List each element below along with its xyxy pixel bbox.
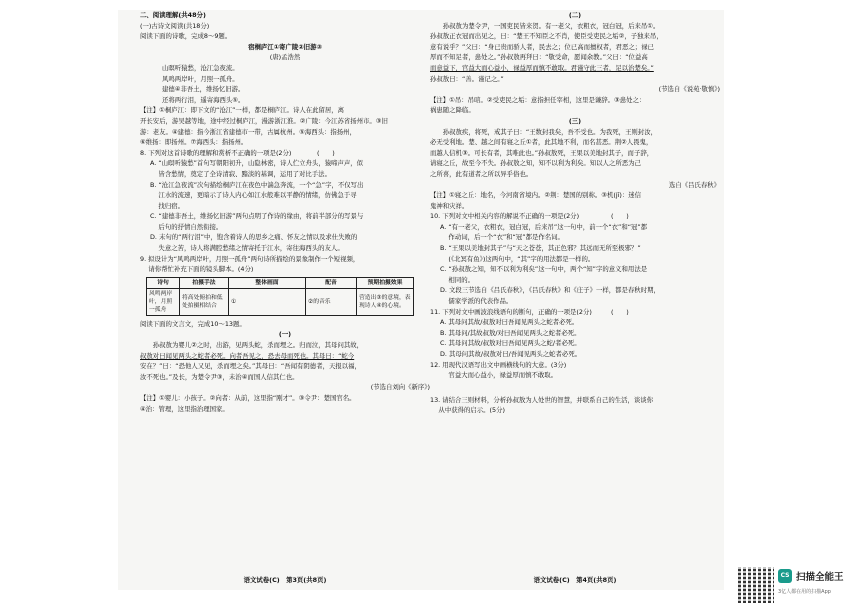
passage-line: 而意益下，官益大而心益小，禄益厚而慎不敢取。君谨守此三者，足以治楚矣。” (430, 63, 654, 72)
poem-note: ⑥维扬：即扬州。⑦海西头：指扬州。 (140, 138, 248, 147)
passage-line: 而越人信机③。可长有者，其唯此也。”孙叔敖死，王果以美地封其子，而子辞， (430, 148, 654, 157)
table-cell-blank: ②的音乐 (306, 288, 357, 315)
table-cell-blank: 营造出③的意境，表现诗人④的心境。 (357, 288, 414, 315)
watermark-app-name: 扫描全能王 (796, 572, 844, 583)
q10-option: C. “孙叔敖之知，知不以利为利矣”这一句中，两个“知”字的意义和用法是 (440, 265, 648, 274)
subsection-title: (一)古诗文阅读(共18分) (140, 21, 210, 30)
qr-code-pattern (738, 567, 774, 603)
passage-line: 之所喜，此有道者之所以异乎俗也。 (430, 169, 533, 178)
q10-option: B. “王果以美地封其子”与“天之苍苍，其正色邪？其远而无所至极邪？” (440, 244, 641, 253)
answer-space (430, 381, 720, 395)
shot-script-table (146, 277, 414, 316)
poem-note: 游：老友。④建德：指今浙江省建德市一带，古属杭州。⑤海西头：指扬州， (140, 127, 356, 136)
page-3 (140, 10, 430, 590)
passage-line: 安在？”曰：“恐他人又见，杀而埋之矣。”其母曰：“吾闻有阴德者，天报以福， (140, 362, 361, 371)
question-9: 请你帮忙补充下面的镜头脚本。(4分) (140, 265, 254, 274)
instruction: 阅读下面的文言文，完成10～13题。 (140, 319, 246, 328)
poem-note: 【注】①桐庐江：即下文的“沧江”一样，都是桐庐江。诗人在此留居，离 (140, 106, 345, 115)
question-10: 10. 下列对文中相关内容的解说不正确的一项是(2分) ( ) (430, 212, 629, 221)
instruction: 阅读下面的诗歌，完成8～9题。 (140, 32, 232, 41)
passage-line: 厚而不知足者，患处之。”孙叔敖再拜曰：“敬受命，愿闻余教。”父曰：“位益高 (430, 53, 648, 62)
poem-line: 还将两行泪，遥寄海西头⑤。 (162, 95, 245, 104)
poem-title: 宿桐庐江①寄广陵②旧游③ (248, 42, 322, 51)
q10-option: (《北冥有鱼》)这两句中，“其”字的用法都是一样的。 (440, 254, 595, 263)
q11-option: A. 其母问其故/叔敖对曰吾闻见两头之蛇者必死。 (440, 318, 579, 327)
question-11: 11. 下列对文中画波浪线语句的断句，正确的一项是(2分) ( ) (430, 307, 629, 316)
exam-sheet (118, 10, 724, 590)
question-8: 8. 下列对这首诗歌的理解和赏析不正确的一项是(2分) ( ) (140, 148, 335, 157)
q8-option: A. “山暝听猿愁”首句写朝阳初升，山隐林密，诗人伫立舟头，猿啼声声，似 (150, 159, 364, 168)
passage-source: (节选自《说苑·敬慎》) (658, 85, 720, 94)
passage-line: 请寝之丘，故至今不失。孙叔敖之知，知不以利为利矣。知以人之所恶为己 (430, 159, 641, 168)
page-4 (430, 10, 720, 590)
q10-option: 相同的。 (440, 275, 474, 284)
table-cell: 将高处俯拍和低处拍摄相结合 (180, 288, 229, 315)
question-13: 从中获得的启示。(5分) (430, 406, 505, 415)
poem-line: 山暝听猿愁，沧江急夜流。 (162, 63, 239, 72)
table-header: 配音 (306, 277, 357, 288)
q8-option: C. “建德非吾土，维扬忆旧游”两句点明了作诗的缘由，将前半部分的写景与 (150, 212, 364, 221)
question-13: 13. 请结合三则材料，分析孙叔敖为人处世的智慧，并联系自己的生活，谈谈你 (430, 395, 654, 404)
q10-option: 作动词，后一个“衣”和“冠”都是作名词。 (440, 233, 564, 242)
watermark-tagline: 3亿人都在用的扫描App (778, 589, 831, 595)
passage-line: 孙叔敖疾，将死，戒其子曰：“王数封我矣，吾不受也。为我死，王则封汝， (430, 127, 657, 136)
q10-option: D. 文段三节选自《吕氏春秋》，《吕氏春秋》和《庄子》一样，都是春秋时期， (440, 286, 660, 295)
passage-line: 叔敖对曰闻见两头之蛇者必死。向者吾见之，恐去母而死也。其母曰：“蛇今 (140, 351, 355, 360)
poem-author: (唐)孟浩然 (269, 53, 301, 62)
q8-option: 皆含愁情，奠定了全诗清寂、黯淡的基调，运用了对比手法。 (150, 169, 331, 178)
passage-note: 【注】①寝之丘：地名，今河南省境内。②荆：楚国的别称。③机(jī)：迷信 (430, 191, 642, 200)
passage-source: (节选自刘向《新序》) (370, 383, 430, 392)
q11-option: D. 其母问其故/叔敖对曰/吾闻见两头之蛇者必死。 (440, 350, 582, 358)
passage-source: 选自《吕氏春秋》 (668, 180, 720, 189)
passage-note: 祸患随之降临。 (430, 106, 475, 115)
q8-option: D. 末句的“两行泪”中，饱含着诗人的思乡之痛、怀友之情以及求仕失败的 (150, 233, 358, 242)
q10-option: A. “有一老父，衣粗衣，冠白冠，后来吊”这一句中，前一个“衣”和“冠”都 (440, 222, 648, 231)
question-12: 12. 用现代汉语写出文中画横线句的大意。(3分) (430, 360, 567, 369)
poem-line: 建德④非吾土，维扬忆旧游。 (162, 85, 245, 94)
page-footer: 语文试卷(C) 第4页(共8页) (533, 576, 617, 585)
table-cell-blank: ① (229, 288, 306, 315)
passage-line: 必无受利地。楚、越之间有寝之丘①者，此其地不利，而名甚恶。荆②人畏鬼， (430, 138, 653, 147)
passage-line: 孙叔敖正衣冠而出见之，曰：“楚王不知臣之不肖，使臣受吏民之垢②，子独来吊， (430, 32, 663, 41)
passage-title: (三) (568, 116, 582, 125)
passage-line: 汝不死也。”及长，为楚令尹③，未治④而国人信其仁也。 (140, 372, 299, 381)
table-header: 拍摄手法 (180, 277, 229, 288)
q11-option: C. 其母问其故/叔敖对曰吾闻见两头之蛇/者必死。 (440, 339, 581, 348)
passage-title: (一) (278, 330, 292, 339)
page-footer: 语文试卷(C) 第3页(共8页) (243, 576, 327, 585)
table-header: 诗句 (147, 277, 180, 288)
table-header: 预期拍摄效果 (357, 277, 414, 288)
passage-note: 【注】①婴儿：小孩子。②向者：从前，这里指“刚才”。③令尹：楚国官名。 (140, 394, 356, 402)
q8-option: 找归宿。 (150, 201, 184, 210)
section-title: 二、阅读理解(共48分) (140, 11, 206, 19)
poem-note: 开长安后，游吴越等地，途中经过桐庐江，漫游浙江淮。②广陵：今江苏省扬州市。③旧 (140, 116, 388, 125)
poem-line: 风鸣两岸叶，月照一孤舟。 (162, 74, 239, 83)
question-12-sentence: 官益大而心益小，禄益厚而慎不敢取。 (440, 371, 558, 380)
q8-option: 后句的抒情自然衔接。 (150, 222, 223, 231)
passage-note: 【注】①吊：吊唁。②受吏民之垢：意指担任宰相，这里是谦辞。③患处之： (430, 95, 646, 104)
q8-option: B. “沧江急夜流”次句描绘桐庐江在夜色中湍急奔流，一个“急”字，不仅写出 (150, 180, 364, 189)
q8-option: 失意之苦，诗人将满腔愁绪之情寄托于江水，寄往海西头的友人。 (150, 244, 344, 253)
table-header: 整体画面 (229, 277, 306, 288)
camscanner-logo-icon: CS (778, 569, 792, 583)
q11-option: B. 其母问/其故叔敖/对曰吾闻见两头之蛇者必死。 (440, 328, 581, 337)
passage-note: 鬼神和灾祥。 (430, 201, 469, 210)
q8-option: 江水的流速，更暗示了诗人内心如江水般难以平静的情绪，仿佛急于寻 (150, 191, 357, 200)
passage-title: (二) (568, 11, 582, 19)
passage-line: 意有说乎？”父曰：“身已贵而骄人者，民去之；位已高而擅权者，君恶之；禄已 (430, 42, 654, 51)
passage-line: 孙叔敖为婴儿②之时，出游，见两头蛇，杀而埋之。归而泣，其母问其故， (140, 341, 364, 350)
table-cell: 风鸣两岸叶，月照一孤舟 (147, 288, 180, 315)
q10-option: 儒家学派的代表作品。 (440, 297, 513, 306)
passage-line: 孙叔敖为楚令尹，一国吏民皆来贺。有一老父，衣粗衣，冠白冠，后来吊①。 (430, 21, 660, 30)
passage-line: 孙叔敖曰：“善。谨记之。” (430, 74, 504, 83)
passage-note: ④治：管理，这里指治理国家。 (140, 404, 229, 413)
question-9: 9. 拟设计为“风鸣两岸叶，月照一孤舟”两句诗所描绘的景象制作一个短视频， (140, 254, 360, 263)
